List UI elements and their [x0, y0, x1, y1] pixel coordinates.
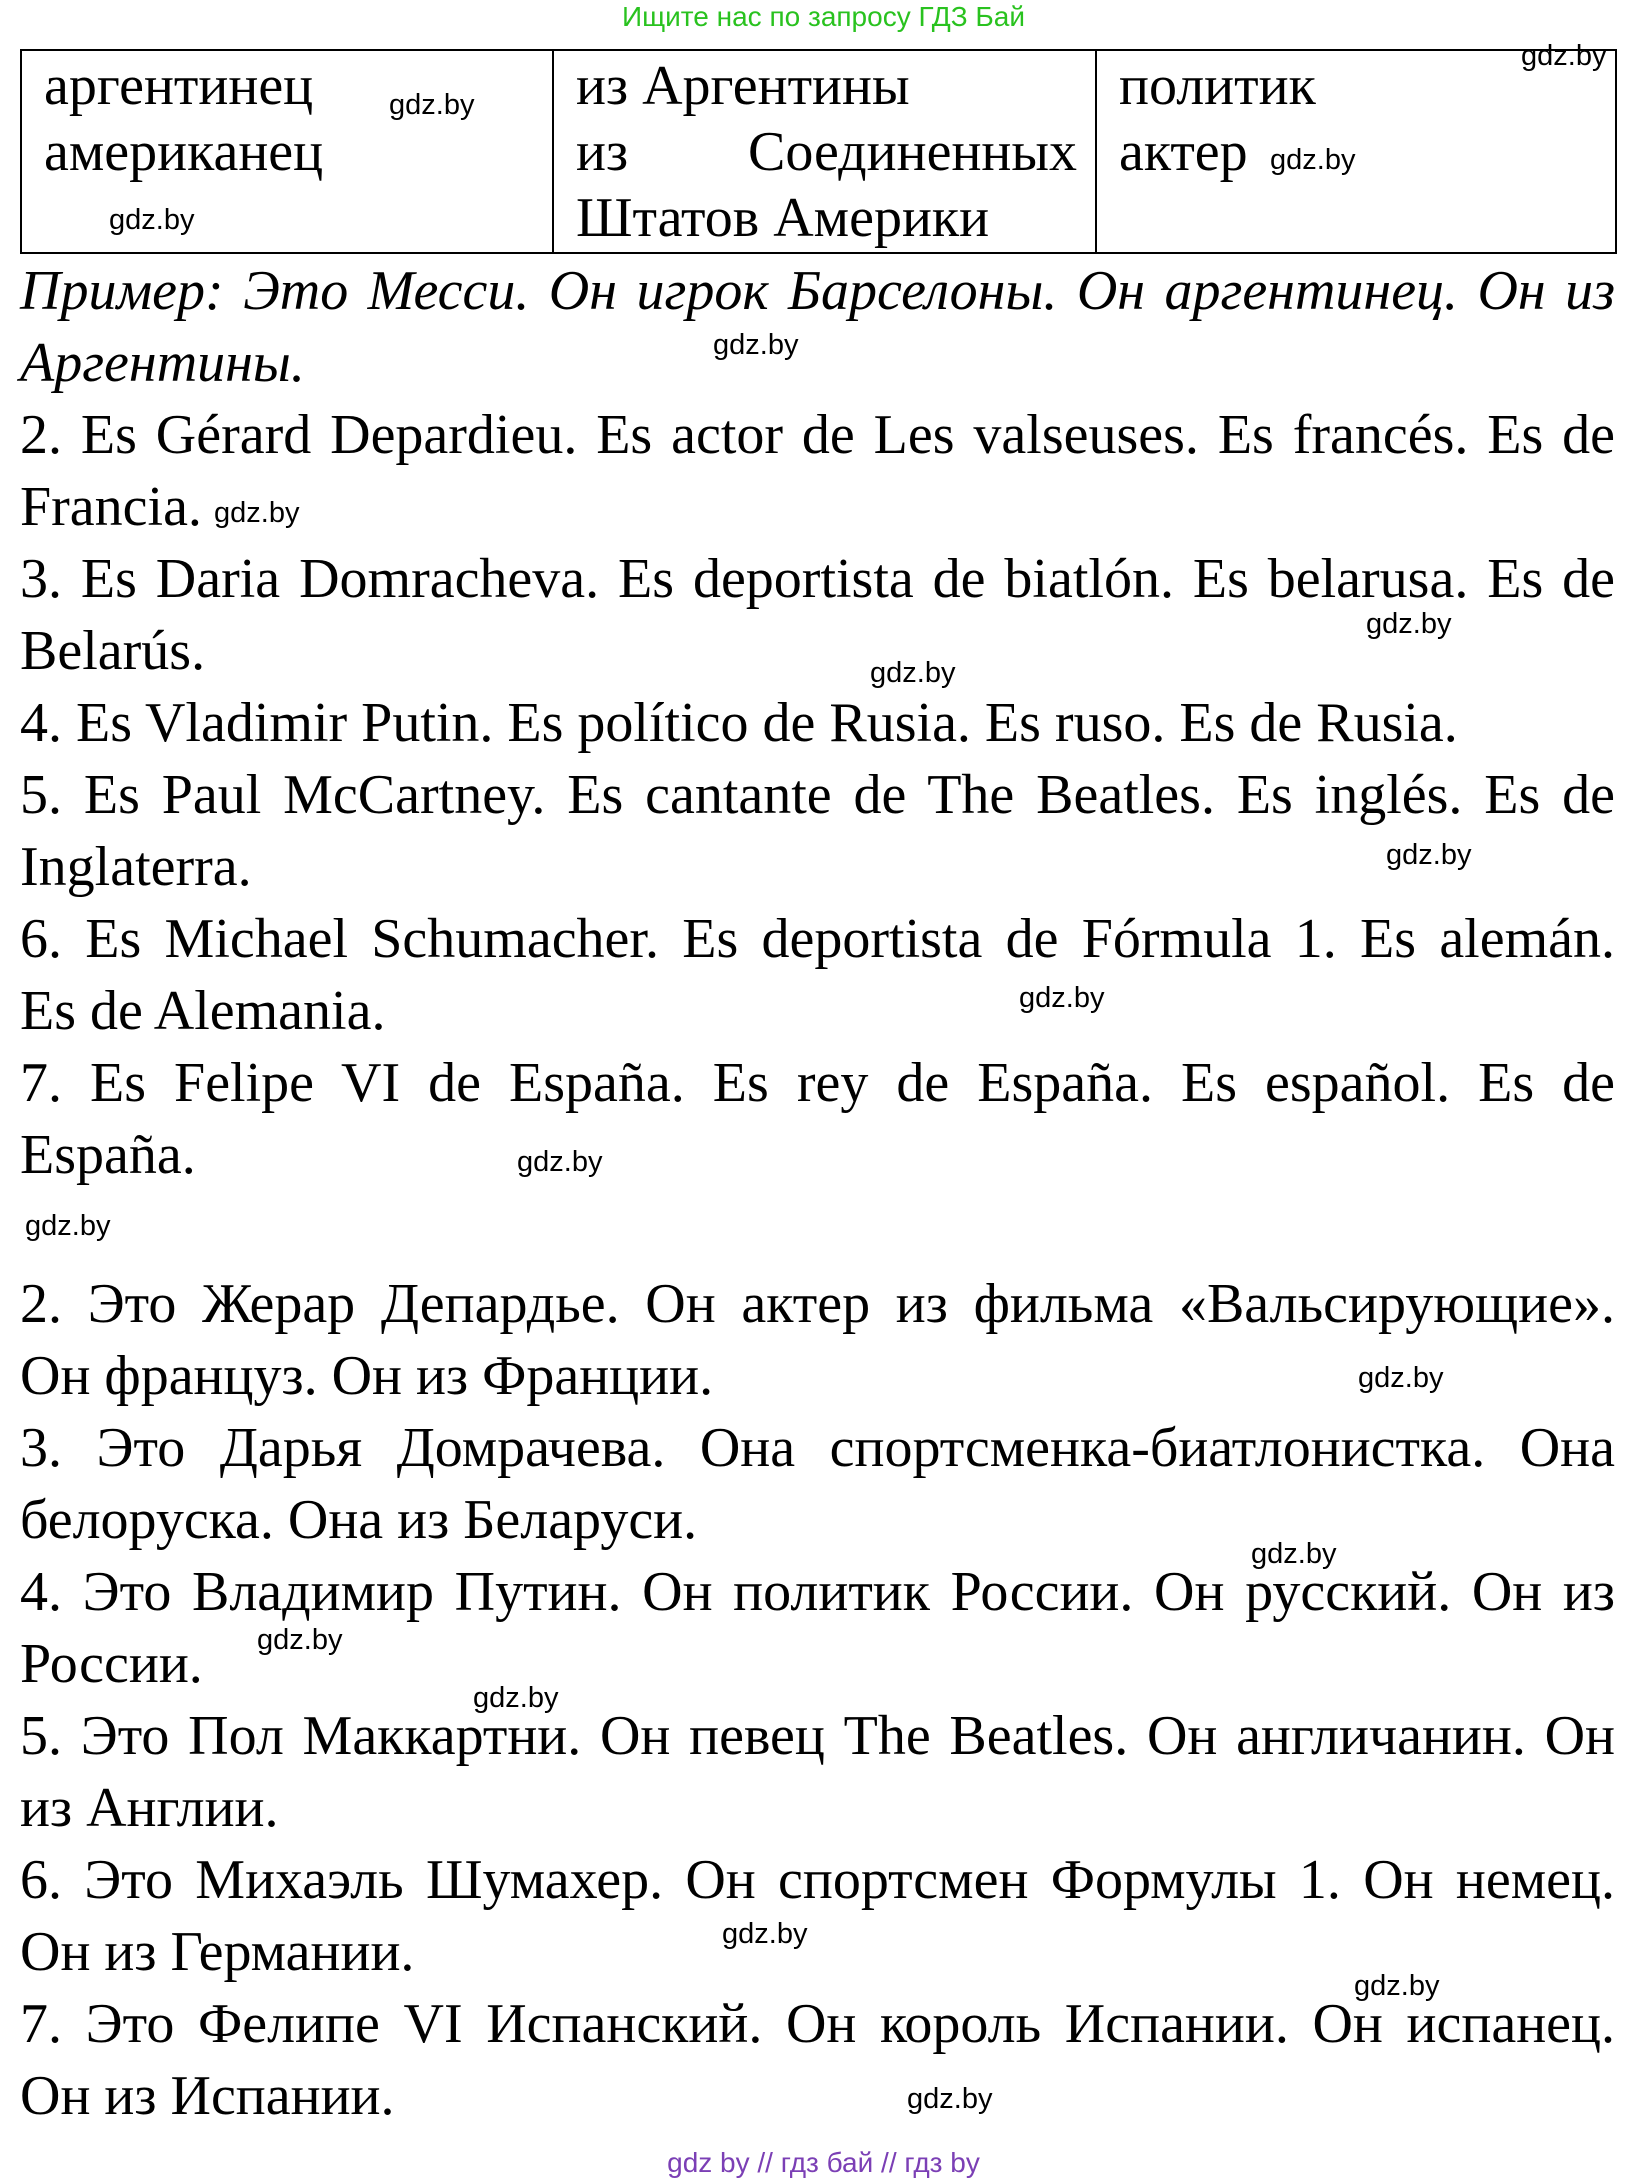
watermark: gdz.by — [389, 89, 475, 121]
table-cell-line — [576, 119, 1077, 185]
table-row — [21, 50, 1616, 253]
watermark: gdz.by — [1270, 144, 1356, 176]
text-line: России. — [20, 1633, 203, 1695]
text-line: Аргентины. — [20, 332, 305, 394]
table-cell-line: из Аргентины — [576, 55, 910, 117]
text-line: 6. Es Michael Schumacher. Es deportista de Fórmula 1. Es alemán. — [20, 908, 1615, 970]
text-line: 2. Es Gérard Depardieu. Es actor de Les valseuses. Es francés. Es de — [20, 404, 1615, 466]
text-line: 6. Это Михаэль Шумахер. Он спортсмен Формулы 1. Он немец. — [20, 1849, 1615, 1911]
spanish-answer-7 — [20, 1047, 1615, 1191]
watermark: gdz.by — [1386, 839, 1472, 871]
text-line: 2. Это Жерар Депардье. Он актер из фильма «Вальсирующие». — [20, 1273, 1615, 1335]
spanish-answer-6 — [20, 903, 1615, 1047]
spanish-answer-4 — [20, 687, 1615, 759]
spanish-answer-5 — [20, 759, 1615, 903]
table-cell-profession — [1096, 50, 1616, 253]
watermark: gdz.by — [713, 329, 799, 361]
text-line: Пример: Это Месси. Он игрок Барселоны. Он аргентинец. Он из — [20, 260, 1615, 322]
table-cell-line: американец — [44, 121, 324, 183]
text-line: 5. Это Пол Маккартни. Он певец The Beatles. Он англичанин. Он — [20, 1705, 1615, 1767]
text-line: Francia. — [20, 476, 202, 538]
page-header-banner[interactable]: Ищите нас по запросу ГДЗ Бай — [621, 1, 1026, 32]
text-line: белоруска. Она из Беларуси. — [20, 1489, 698, 1551]
russian-answer-7 — [20, 1988, 1615, 2132]
watermark: gdz.by — [1251, 1538, 1337, 1570]
text-line: Он из Германии. — [20, 1921, 415, 1983]
table-cell-line: аргентинец — [44, 55, 314, 117]
text-line: 7. Es Felipe VI de España. Es rey de España. Es español. Es de — [20, 1052, 1615, 1114]
table-cell-nationality — [21, 50, 553, 253]
watermark: gdz.by — [517, 1146, 603, 1178]
table-cell-origin — [553, 50, 1096, 253]
text-line: 3. Это Дарья Домрачева. Она спортсменка-биатлонистка. Она — [20, 1417, 1615, 1479]
text-line: Belarús. — [20, 620, 206, 682]
text-line: 7. Это Фелипе VI Испанский. Он король Испании. Он испанец. — [20, 1993, 1615, 2055]
watermark: gdz.by — [907, 2083, 993, 2115]
text-line: Он из Испании. — [20, 2065, 395, 2127]
watermark: gdz.by — [1019, 982, 1105, 1014]
table-cell-word: из — [576, 121, 629, 183]
table-cell-line: актер — [1119, 121, 1248, 183]
text-line: Inglaterra. — [20, 836, 252, 898]
page-footer-links[interactable]: gdz by // гдз бай // гдз by — [667, 2147, 980, 2178]
watermark: gdz.by — [1366, 608, 1452, 640]
vocabulary-table — [20, 49, 1617, 254]
watermark: gdz.by — [257, 1624, 343, 1656]
watermark: gdz.by — [722, 1918, 808, 1950]
text-line: 4. Это Владимир Путин. Он политик России. Он русский. Он из — [20, 1561, 1615, 1623]
watermark: gdz.by — [1521, 40, 1607, 72]
text-line: из Англии. — [20, 1777, 279, 1839]
watermark: gdz.by — [1358, 1362, 1444, 1394]
russian-answer-6 — [20, 1844, 1615, 1988]
table-cell-word: Соединенных — [748, 121, 1077, 183]
table-cell-line: Штатов Америки — [576, 187, 990, 249]
text-line: 3. Es Daria Domracheva. Es deportista de biatlón. Es belarusa. Es de — [20, 548, 1615, 610]
watermark: gdz.by — [109, 204, 195, 236]
text-line: 4. Es Vladimir Putin. Es político de Rusia. Es ruso. Es de Rusia. — [20, 692, 1458, 754]
russian-answer-5 — [20, 1700, 1615, 1844]
table-cell-line: политик — [1119, 55, 1316, 117]
watermark: gdz.by — [473, 1682, 559, 1714]
watermark: gdz.by — [25, 1210, 111, 1242]
text-line: Es de Alemania. — [20, 980, 386, 1042]
watermark: gdz.by — [1354, 1970, 1440, 2002]
text-line: España. — [20, 1124, 196, 1186]
text-line: 5. Es Paul McCartney. Es cantante de The Beatles. Es inglés. Es de — [20, 764, 1615, 826]
watermark: gdz.by — [870, 657, 956, 689]
russian-answer-3 — [20, 1412, 1615, 1556]
text-line: Он француз. Он из Франции. — [20, 1345, 714, 1407]
example-paragraph — [20, 255, 1615, 399]
watermark: gdz.by — [214, 497, 300, 529]
